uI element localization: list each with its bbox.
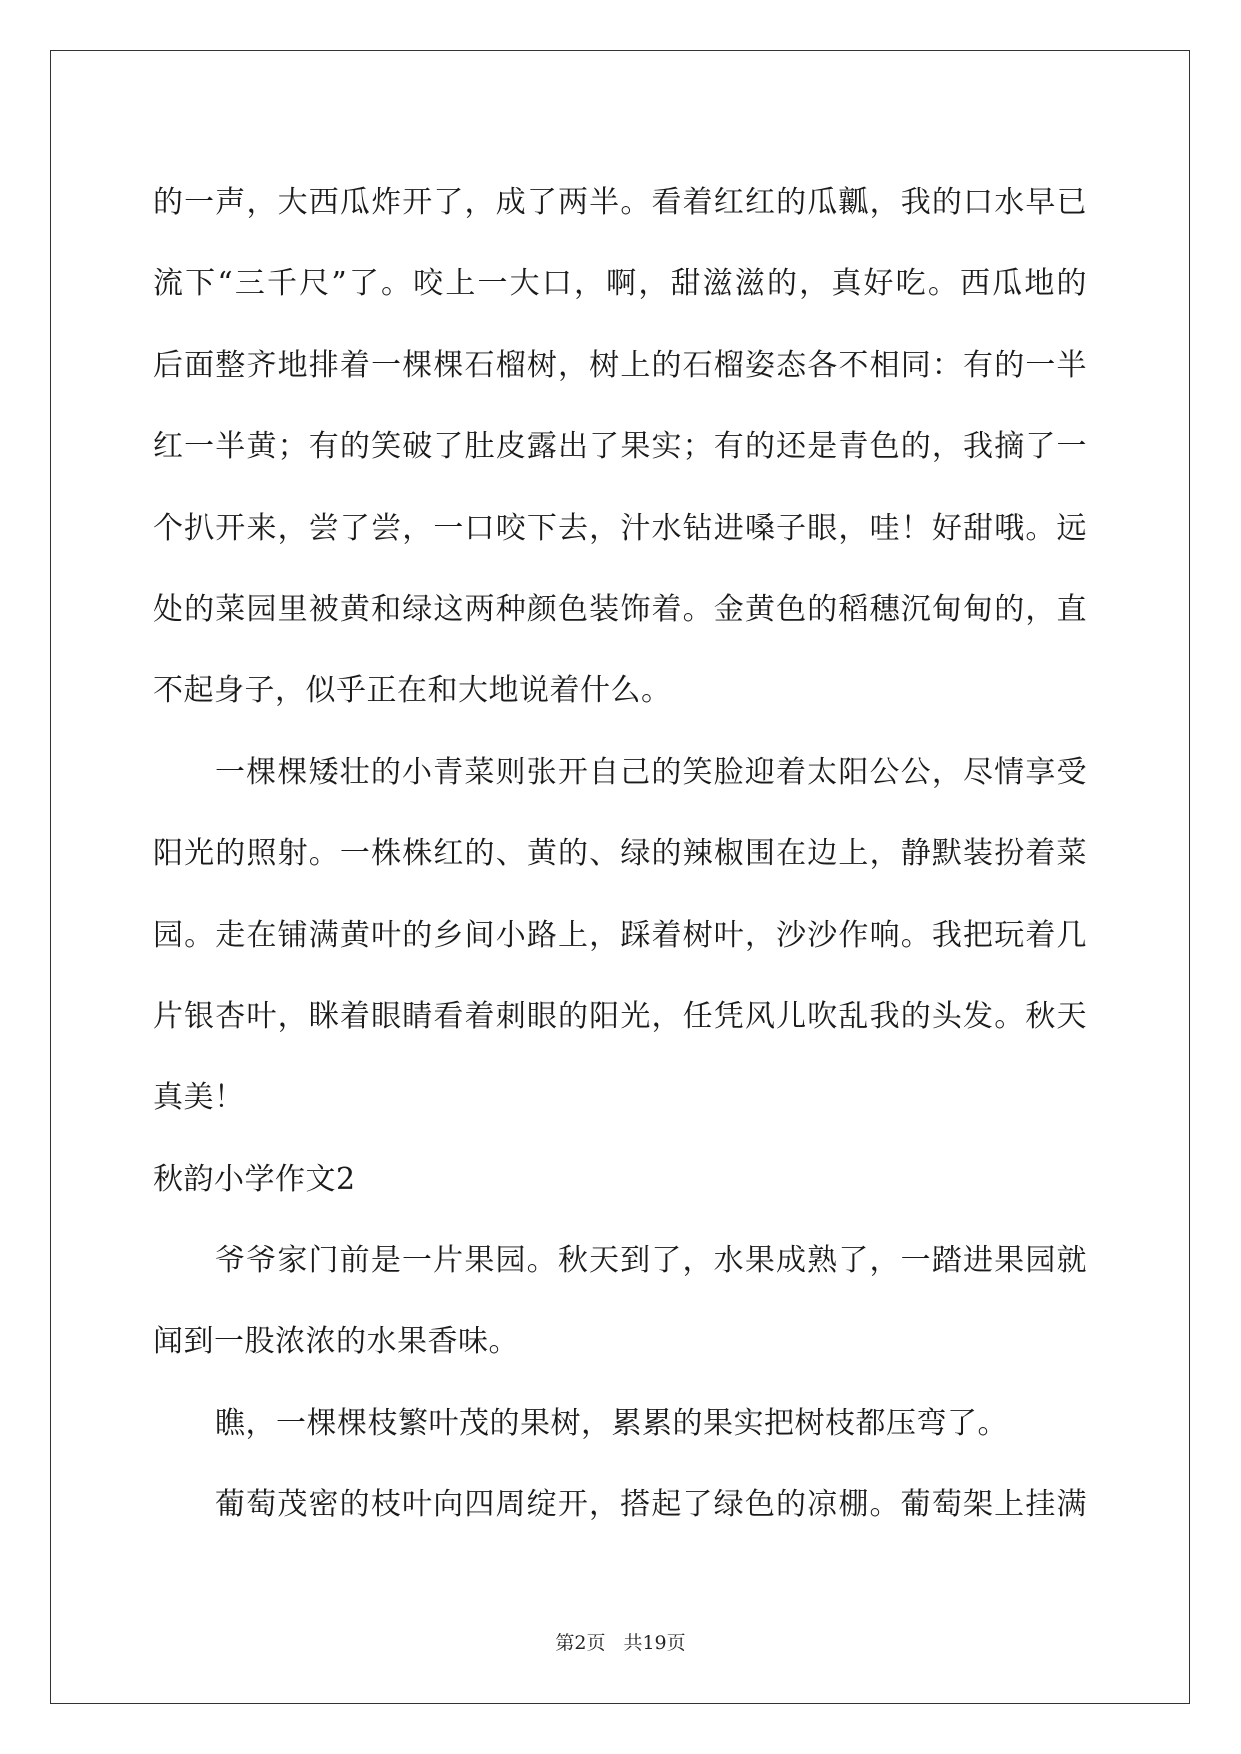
text-line: 处的菜园里被黄和绿这两种颜色装饰着。金黄色的稻穗沉甸甸的，直 <box>153 591 1087 627</box>
section-heading: 秋韵小学作文2 <box>153 1161 356 1197</box>
text-line: 闻到一股浓浓的水果香味。 <box>153 1324 519 1360</box>
page-footer <box>0 1628 1241 1655</box>
page-number: 第2页 <box>555 1632 606 1654</box>
text-line: 片银杏叶，眯着眼睛看着刺眼的阳光，任凭风儿吹乱我的头发。秋天 <box>153 998 1087 1034</box>
text-line: 后面整齐地排着一棵棵石榴树，树上的石榴姿态各不相同：有的一半 <box>153 347 1087 383</box>
text-line: 红一半黄；有的笑破了肚皮露出了果实；有的还是青色的，我摘了一 <box>153 429 1087 465</box>
text-line: 爷爷家门前是一片果园。秋天到了，水果成熟了，一踏进果园就 <box>215 1243 1087 1279</box>
text-line: 真美！ <box>153 1080 245 1116</box>
document-body <box>153 162 1087 1546</box>
text-line: 阳光的照射。一株株红的、黄的、绿的辣椒围在边上，静默装扮着菜 <box>153 836 1087 872</box>
text-line: 不起身子，似乎正在和大地说着什么。 <box>153 673 672 709</box>
text-line: 葡萄茂密的枝叶向四周绽开，搭起了绿色的凉棚。葡萄架上挂满 <box>215 1487 1087 1523</box>
text-line: 的一声，大西瓜炸开了，成了两半。看着红红的瓜瓤，我的口水早已 <box>153 185 1087 220</box>
text-line: 个扒开来，尝了尝，一口咬下去，汁水钻进嗓子眼，哇！好甜哦。远 <box>153 510 1087 546</box>
text-line: 流下“三千尺”了。咬上一大口，啊，甜滋滋的，真好吃。西瓜地的 <box>153 266 1087 302</box>
text-line: 一棵棵矮壮的小青菜则张开自己的笑脸迎着太阳公公，尽情享受 <box>215 754 1087 790</box>
page-total: 共19页 <box>623 1632 686 1654</box>
text-line: 园。走在铺满黄叶的乡间小路上，踩着树叶，沙沙作响。我把玩着几 <box>153 917 1087 953</box>
text-line: 瞧，一棵棵枝繁叶茂的果树，累累的果实把树枝都压弯了。 <box>215 1405 1008 1441</box>
